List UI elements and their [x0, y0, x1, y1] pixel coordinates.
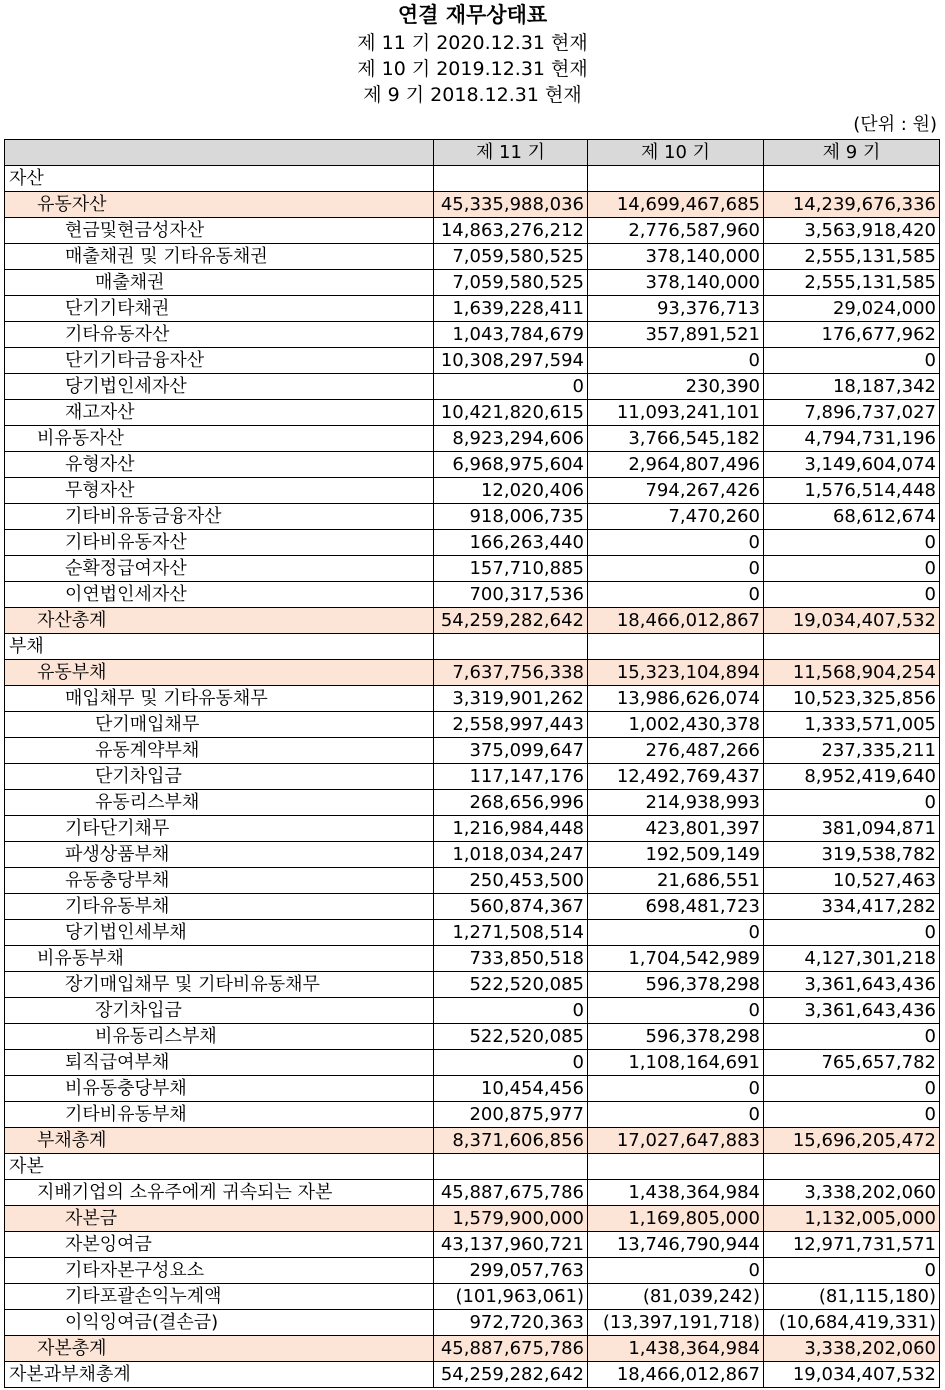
row-value-col1: 14,863,276,212 — [434, 218, 588, 244]
row-value-col3 — [764, 634, 940, 660]
table-row — [5, 582, 940, 608]
table-row — [5, 842, 940, 868]
row-value-col2: 17,027,647,883 — [588, 1128, 764, 1154]
row-label: 부채총계 — [5, 1128, 434, 1154]
row-value-col3: 0 — [764, 582, 940, 608]
table-row — [5, 1206, 940, 1232]
row-value-col2: 214,938,993 — [588, 790, 764, 816]
row-value-col3: 1,576,514,448 — [764, 478, 940, 504]
row-value-col3: 0 — [764, 1076, 940, 1102]
header-period-10: 제 10 기 — [588, 140, 764, 166]
row-value-col1: 45,335,988,036 — [434, 192, 588, 218]
row-label: 당기법인세자산 — [5, 374, 434, 400]
row-value-col3: 7,896,737,027 — [764, 400, 940, 426]
row-value-col2: 596,378,298 — [588, 972, 764, 998]
row-value-col1: 6,968,975,604 — [434, 452, 588, 478]
row-label: 매출채권 — [5, 270, 434, 296]
table-row — [5, 1128, 940, 1154]
row-label: 장기차입금 — [5, 998, 434, 1024]
table-row — [5, 1362, 940, 1388]
row-label: 비유동자산 — [5, 426, 434, 452]
table-row — [5, 400, 940, 426]
row-value-col1: (101,963,061) — [434, 1284, 588, 1310]
table-row — [5, 660, 940, 686]
row-label: 매출채권 및 기타유동채권 — [5, 244, 434, 270]
row-label: 재고자산 — [5, 400, 434, 426]
row-label: 자산 — [5, 166, 434, 192]
row-value-col2: 0 — [588, 920, 764, 946]
table-row — [5, 634, 940, 660]
row-value-col2: 1,169,805,000 — [588, 1206, 764, 1232]
table-row — [5, 218, 940, 244]
row-value-col2: 423,801,397 — [588, 816, 764, 842]
table-row — [5, 790, 940, 816]
row-value-col3: 0 — [764, 920, 940, 946]
row-value-col3: 3,338,202,060 — [764, 1336, 940, 1362]
row-label: 기타유동부채 — [5, 894, 434, 920]
row-label: 비유동리스부채 — [5, 1024, 434, 1050]
row-value-col2: 7,470,260 — [588, 504, 764, 530]
table-row — [5, 1284, 940, 1310]
row-value-col3: 1,333,571,005 — [764, 712, 940, 738]
row-label: 유동계약부채 — [5, 738, 434, 764]
row-value-col2: 698,481,723 — [588, 894, 764, 920]
row-label: 지배기업의 소유주에게 귀속되는 자본 — [5, 1180, 434, 1206]
statement-title: 연결 재무상태표 — [397, 3, 548, 27]
table-row — [5, 816, 940, 842]
row-value-col2: 1,438,364,984 — [588, 1336, 764, 1362]
row-value-col3: 0 — [764, 530, 940, 556]
row-value-col2: 93,376,713 — [588, 296, 764, 322]
row-label: 파생상품부채 — [5, 842, 434, 868]
row-value-col1: 2,558,997,443 — [434, 712, 588, 738]
table-row — [5, 686, 940, 712]
row-label: 장기매입채무 및 기타비유동채무 — [5, 972, 434, 998]
table-row — [5, 868, 940, 894]
row-value-col2: 378,140,000 — [588, 270, 764, 296]
row-value-col3: 237,335,211 — [764, 738, 940, 764]
table-row — [5, 192, 940, 218]
table-row — [5, 1024, 940, 1050]
row-label: 단기기타채권 — [5, 296, 434, 322]
row-value-col2: 18,466,012,867 — [588, 1362, 764, 1388]
row-value-col1 — [434, 634, 588, 660]
period-line-11: 제 11 기 2020.12.31 현재 — [357, 32, 588, 54]
row-value-col1: 7,637,756,338 — [434, 660, 588, 686]
row-value-col1: 0 — [434, 374, 588, 400]
row-label: 단기매입채무 — [5, 712, 434, 738]
row-value-col1: 1,579,900,000 — [434, 1206, 588, 1232]
row-value-col2: 276,487,266 — [588, 738, 764, 764]
row-label: 기타비유동부채 — [5, 1102, 434, 1128]
row-value-col3: 4,127,301,218 — [764, 946, 940, 972]
row-value-col2: 0 — [588, 998, 764, 1024]
row-value-col1: 10,421,820,615 — [434, 400, 588, 426]
row-label: 부채 — [5, 634, 434, 660]
row-value-col1: 250,453,500 — [434, 868, 588, 894]
row-value-col1: 972,720,363 — [434, 1310, 588, 1336]
row-value-col1: 45,887,675,786 — [434, 1336, 588, 1362]
row-value-col3: 3,149,604,074 — [764, 452, 940, 478]
table-row — [5, 348, 940, 374]
row-value-col3: 3,361,643,436 — [764, 972, 940, 998]
table-row — [5, 608, 940, 634]
row-label: 유동리스부채 — [5, 790, 434, 816]
row-label: 단기차입금 — [5, 764, 434, 790]
row-label: 무형자산 — [5, 478, 434, 504]
table-row — [5, 1310, 940, 1336]
row-value-col2: 21,686,551 — [588, 868, 764, 894]
row-value-col3: 0 — [764, 1024, 940, 1050]
row-value-col3: 8,952,419,640 — [764, 764, 940, 790]
table-row — [5, 712, 940, 738]
row-value-col2 — [588, 634, 764, 660]
table-row — [5, 1154, 940, 1180]
row-value-col1 — [434, 1154, 588, 1180]
row-value-col3: 15,696,205,472 — [764, 1128, 940, 1154]
header-row — [5, 140, 940, 166]
row-value-col1: 522,520,085 — [434, 972, 588, 998]
table-row — [5, 738, 940, 764]
row-label: 자본총계 — [5, 1336, 434, 1362]
table-row — [5, 530, 940, 556]
row-value-col3 — [764, 1154, 940, 1180]
balance-sheet-table — [4, 139, 940, 1388]
row-value-col3: 14,239,676,336 — [764, 192, 940, 218]
row-value-col2 — [588, 166, 764, 192]
row-value-col1: 522,520,085 — [434, 1024, 588, 1050]
row-label: 현금및현금성자산 — [5, 218, 434, 244]
row-value-col3: 0 — [764, 1102, 940, 1128]
row-label: 이연법인세자산 — [5, 582, 434, 608]
row-label: 자본과부채총계 — [5, 1362, 434, 1388]
table-row — [5, 1258, 940, 1284]
row-value-col2: 230,390 — [588, 374, 764, 400]
row-value-col2: 12,492,769,437 — [588, 764, 764, 790]
table-row — [5, 1180, 940, 1206]
row-value-col2: 0 — [588, 1076, 764, 1102]
row-value-col2: 13,746,790,944 — [588, 1232, 764, 1258]
row-label: 퇴직급여부채 — [5, 1050, 434, 1076]
row-value-col3: 4,794,731,196 — [764, 426, 940, 452]
header-period-11: 제 11 기 — [434, 140, 588, 166]
row-value-col2: 596,378,298 — [588, 1024, 764, 1050]
table-row — [5, 556, 940, 582]
row-value-col1: 12,020,406 — [434, 478, 588, 504]
table-row — [5, 1336, 940, 1362]
row-value-col1: 8,371,606,856 — [434, 1128, 588, 1154]
row-value-col3: 19,034,407,532 — [764, 1362, 940, 1388]
table-row — [5, 764, 940, 790]
row-value-col2: 0 — [588, 348, 764, 374]
row-label: 이익잉여금(결손금) — [5, 1310, 434, 1336]
row-value-col2: 13,986,626,074 — [588, 686, 764, 712]
period-line-10: 제 10 기 2019.12.31 현재 — [357, 58, 588, 80]
row-value-col3: 11,568,904,254 — [764, 660, 940, 686]
row-value-col2: 378,140,000 — [588, 244, 764, 270]
row-value-col2: 18,466,012,867 — [588, 608, 764, 634]
row-value-col1: 700,317,536 — [434, 582, 588, 608]
row-value-col1: 166,263,440 — [434, 530, 588, 556]
row-label: 기타자본구성요소 — [5, 1258, 434, 1284]
row-value-col2: 11,093,241,101 — [588, 400, 764, 426]
row-value-col3: 2,555,131,585 — [764, 270, 940, 296]
row-value-col1: 157,710,885 — [434, 556, 588, 582]
row-label: 매입채무 및 기타유동채무 — [5, 686, 434, 712]
table-row — [5, 374, 940, 400]
row-label: 유동부채 — [5, 660, 434, 686]
row-value-col1: 560,874,367 — [434, 894, 588, 920]
row-value-col2: 0 — [588, 530, 764, 556]
row-value-col3: 0 — [764, 1258, 940, 1284]
table-row — [5, 244, 940, 270]
row-value-col2: 2,964,807,496 — [588, 452, 764, 478]
row-label: 유동충당부채 — [5, 868, 434, 894]
table-row — [5, 998, 940, 1024]
row-label: 유형자산 — [5, 452, 434, 478]
row-label: 단기기타금융자산 — [5, 348, 434, 374]
table-row — [5, 296, 940, 322]
row-value-col3: 68,612,674 — [764, 504, 940, 530]
row-label: 기타비유동금융자산 — [5, 504, 434, 530]
row-value-col2: 3,766,545,182 — [588, 426, 764, 452]
row-value-col2: 0 — [588, 1258, 764, 1284]
row-value-col2: 0 — [588, 1102, 764, 1128]
row-value-col3: 176,677,962 — [764, 322, 940, 348]
row-value-col1: 1,271,508,514 — [434, 920, 588, 946]
table-row — [5, 270, 940, 296]
row-value-col3 — [764, 166, 940, 192]
row-label: 자본 — [5, 1154, 434, 1180]
row-value-col2: 794,267,426 — [588, 478, 764, 504]
table-row — [5, 1076, 940, 1102]
header-blank — [5, 140, 434, 166]
row-value-col1: 8,923,294,606 — [434, 426, 588, 452]
row-value-col2 — [588, 1154, 764, 1180]
row-value-col3: 3,361,643,436 — [764, 998, 940, 1024]
table-row — [5, 426, 940, 452]
row-value-col1: 3,319,901,262 — [434, 686, 588, 712]
row-value-col3: 2,555,131,585 — [764, 244, 940, 270]
row-value-col2: 192,509,149 — [588, 842, 764, 868]
table-row — [5, 1050, 940, 1076]
row-value-col2: 15,323,104,894 — [588, 660, 764, 686]
row-value-col3: 12,971,731,571 — [764, 1232, 940, 1258]
row-value-col3: 334,417,282 — [764, 894, 940, 920]
row-value-col1: 43,137,960,721 — [434, 1232, 588, 1258]
row-value-col3: 381,094,871 — [764, 816, 940, 842]
row-value-col3: 10,523,325,856 — [764, 686, 940, 712]
row-value-col1: 10,308,297,594 — [434, 348, 588, 374]
table-body — [5, 166, 940, 1388]
table-row — [5, 1102, 940, 1128]
row-value-col1: 54,259,282,642 — [434, 608, 588, 634]
row-value-col3: 10,527,463 — [764, 868, 940, 894]
row-value-col1: 0 — [434, 998, 588, 1024]
row-value-col2: 1,438,364,984 — [588, 1180, 764, 1206]
row-value-col1: 375,099,647 — [434, 738, 588, 764]
row-label: 비유동충당부채 — [5, 1076, 434, 1102]
row-value-col3: 29,024,000 — [764, 296, 940, 322]
row-value-col1: 299,057,763 — [434, 1258, 588, 1284]
row-label: 자산총계 — [5, 608, 434, 634]
table-row — [5, 166, 940, 192]
row-label: 기타유동자산 — [5, 322, 434, 348]
row-label: 유동자산 — [5, 192, 434, 218]
row-value-col2: 14,699,467,685 — [588, 192, 764, 218]
row-value-col2: 1,002,430,378 — [588, 712, 764, 738]
row-value-col2: 1,704,542,989 — [588, 946, 764, 972]
row-label: 자본금 — [5, 1206, 434, 1232]
row-value-col3: 319,538,782 — [764, 842, 940, 868]
row-label: 순확정급여자산 — [5, 556, 434, 582]
row-value-col1: 918,006,735 — [434, 504, 588, 530]
row-value-col3: 19,034,407,532 — [764, 608, 940, 634]
row-value-col1: 733,850,518 — [434, 946, 588, 972]
table-row — [5, 920, 940, 946]
row-label: 기타비유동자산 — [5, 530, 434, 556]
table-row — [5, 322, 940, 348]
row-value-col2: 2,776,587,960 — [588, 218, 764, 244]
table-row — [5, 972, 940, 998]
row-value-col1: 54,259,282,642 — [434, 1362, 588, 1388]
row-value-col1: 45,887,675,786 — [434, 1180, 588, 1206]
row-label: 당기법인세부채 — [5, 920, 434, 946]
header-period-9: 제 9 기 — [764, 140, 940, 166]
row-value-col2: 0 — [588, 582, 764, 608]
row-value-col1: 0 — [434, 1050, 588, 1076]
row-value-col1: 1,639,228,411 — [434, 296, 588, 322]
row-label: 기타포괄손익누계액 — [5, 1284, 434, 1310]
table-row — [5, 946, 940, 972]
row-value-col1 — [434, 166, 588, 192]
row-value-col3: 0 — [764, 790, 940, 816]
row-label: 기타단기채무 — [5, 816, 434, 842]
row-value-col3: 765,657,782 — [764, 1050, 940, 1076]
row-value-col1: 1,043,784,679 — [434, 322, 588, 348]
row-value-col3: 0 — [764, 556, 940, 582]
row-value-col3: 18,187,342 — [764, 374, 940, 400]
row-value-col2: (81,039,242) — [588, 1284, 764, 1310]
row-value-col3: 0 — [764, 348, 940, 374]
row-value-col1: 117,147,176 — [434, 764, 588, 790]
row-value-col1: 7,059,580,525 — [434, 270, 588, 296]
row-value-col1: 1,018,034,247 — [434, 842, 588, 868]
row-value-col3: 3,563,918,420 — [764, 218, 940, 244]
row-label: 비유동부채 — [5, 946, 434, 972]
row-value-col2: (13,397,191,718) — [588, 1310, 764, 1336]
row-value-col2: 0 — [588, 556, 764, 582]
unit-label: (단위 : 원) — [853, 114, 937, 135]
row-value-col1: 268,656,996 — [434, 790, 588, 816]
table-row — [5, 452, 940, 478]
table-row — [5, 504, 940, 530]
table-row — [5, 894, 940, 920]
row-value-col2: 1,108,164,691 — [588, 1050, 764, 1076]
table-row — [5, 1232, 940, 1258]
row-value-col1: 7,059,580,525 — [434, 244, 588, 270]
row-value-col2: 357,891,521 — [588, 322, 764, 348]
row-value-col1: 200,875,977 — [434, 1102, 588, 1128]
period-line-9: 제 9 기 2018.12.31 현재 — [363, 84, 582, 106]
table-row — [5, 478, 940, 504]
row-value-col3: 1,132,005,000 — [764, 1206, 940, 1232]
row-value-col3: 3,338,202,060 — [764, 1180, 940, 1206]
row-value-col3: (10,684,419,331) — [764, 1310, 940, 1336]
row-value-col3: (81,115,180) — [764, 1284, 940, 1310]
row-label: 자본잉여금 — [5, 1232, 434, 1258]
row-value-col1: 10,454,456 — [434, 1076, 588, 1102]
row-value-col1: 1,216,984,448 — [434, 816, 588, 842]
